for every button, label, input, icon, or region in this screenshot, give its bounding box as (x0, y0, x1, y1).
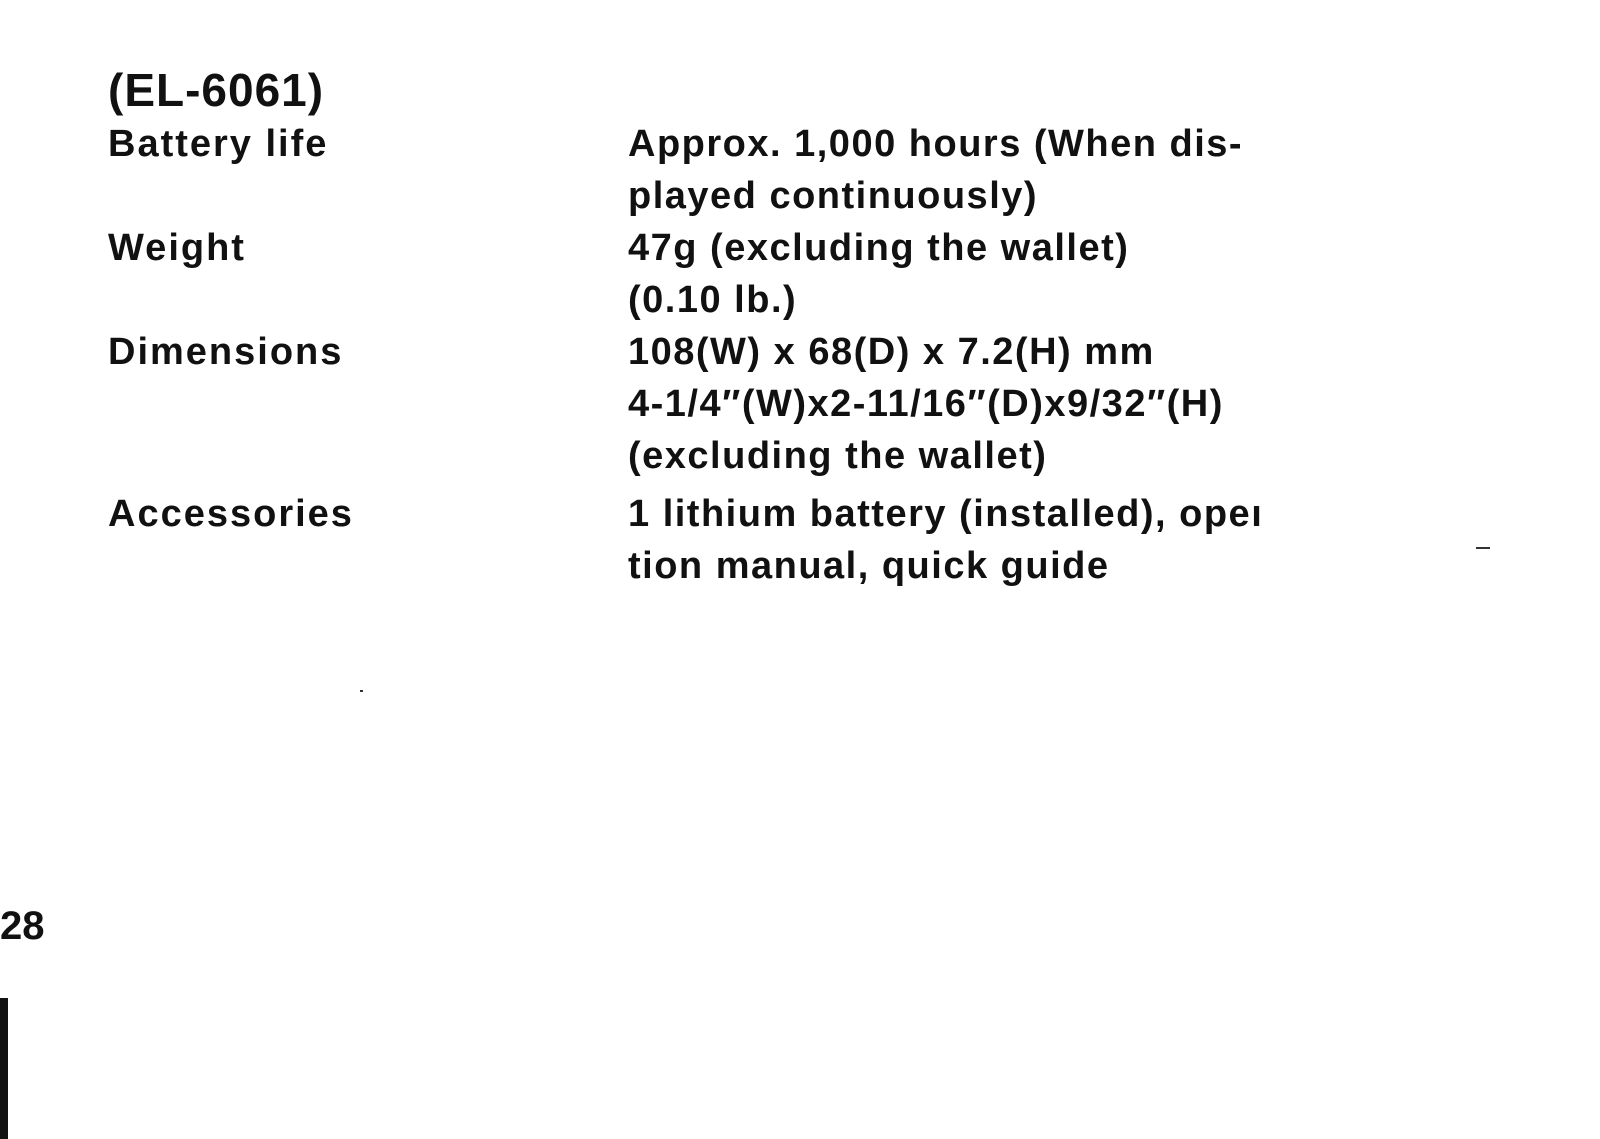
spec-value-accessories (628, 488, 1263, 592)
scan-edge-bar (0, 998, 8, 1139)
spec-value-battery-life (628, 118, 1243, 222)
spec-label-dimensions: Dimensions (108, 331, 344, 373)
spec-value-line: 108(W) x 68(D) x 7.2(H) mm (628, 331, 1155, 373)
model-heading: (EL-6061) (108, 64, 325, 116)
page-number: 28 (0, 904, 45, 948)
spec-value-line: 1 lithium battery (installed), opeı (628, 493, 1264, 535)
spec-label-battery-life: Battery life (108, 123, 329, 165)
spec-value-line: 4-1/4″(W)x2-11/16″(D)x9/32″(H) (628, 383, 1224, 425)
spec-value-weight (628, 222, 1129, 326)
spec-value-line: (excluding the wallet) (628, 435, 1048, 477)
spec-value-line: (0.10 lb.) (628, 279, 798, 321)
spec-value-line: tion manual, quick guide (628, 545, 1110, 587)
scan-speck (360, 690, 363, 692)
spec-value-line: 47g (excluding the wallet) (628, 227, 1130, 269)
spec-label-accessories: Accessories (108, 493, 354, 535)
spec-value-dimensions (628, 326, 1224, 482)
spec-label-weight: Weight (108, 227, 246, 269)
spec-value-line: Approx. 1,000 hours (When dis- (628, 123, 1244, 165)
spec-value-line: played continuously) (628, 175, 1039, 217)
scan-speck (1476, 547, 1490, 549)
